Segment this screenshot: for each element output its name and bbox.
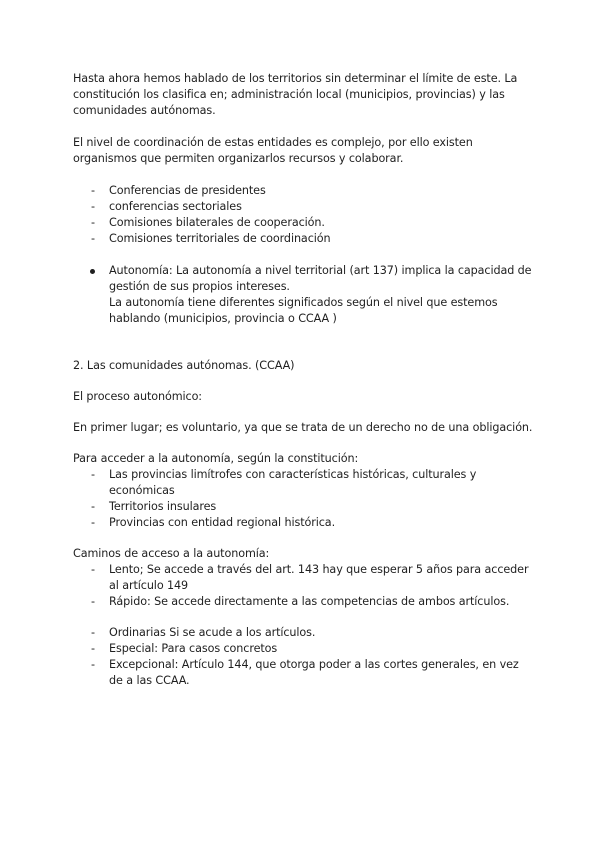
list-item: - Comisiones territoriales de coordinación bbox=[73, 231, 533, 247]
list-item: - Especial: Para casos concretos bbox=[73, 641, 533, 657]
section-heading: 2. Las comunidades autónomas. (CCAA) bbox=[73, 359, 295, 372]
document-body bbox=[73, 71, 533, 689]
proceso-label: El proceso autonómico: bbox=[73, 390, 202, 403]
list-item: - Excepcional: Artículo 144, que otorga poder a las cortes generales, en vez de a las CCAA. bbox=[73, 657, 533, 689]
list-item: - Territorios insulares bbox=[73, 499, 533, 515]
autonomia-list bbox=[73, 263, 533, 327]
list-item: - Ordinarias Si se acude a los artículos. bbox=[73, 625, 533, 641]
autonomia-item bbox=[73, 263, 533, 327]
list-item: - Lento; Se accede a través del art. 143 hay que esperar 5 años para acceder al artículo 149 bbox=[73, 562, 533, 594]
intro-paragraph-1: Hasta ahora hemos hablado de los territorios sin determinar el límite de este. La constitución los clasifica en; administración local (municipios, provincias) y las comunidades autónomas. bbox=[73, 72, 518, 117]
caminos-intro: Caminos de acceso a la autonomía: bbox=[73, 547, 270, 560]
autonomia-meanings: La autonomía tiene diferentes significados según el nivel que estemos hablando (municipios, provincia o CCAA ) bbox=[109, 296, 498, 325]
list-item: - Las provincias limítrofes con características históricas, culturales y económicas bbox=[73, 467, 533, 499]
list-item: - Rápido: Se accede directamente a las competencias de ambos artículos. bbox=[73, 594, 533, 610]
tipos-list bbox=[73, 625, 533, 689]
list-item: - conferencias sectoriales bbox=[73, 199, 533, 215]
bullet-icon bbox=[90, 269, 95, 274]
list-item: - Conferencias de presidentes bbox=[73, 183, 533, 199]
acceder-list bbox=[73, 467, 533, 531]
primer-lugar-paragraph: En primer lugar; es voluntario, ya que se trata de un derecho no de una obligación. bbox=[73, 421, 533, 434]
acceder-intro: Para acceder a la autonomía, según la constitución: bbox=[73, 452, 359, 465]
caminos-list bbox=[73, 562, 533, 610]
intro-paragraph-2: El nivel de coordinación de estas entidades es complejo, por ello existen organismos que permiten organizarlos recursos y colaborar. bbox=[73, 136, 473, 165]
list-item: - Provincias con entidad regional histórica. bbox=[73, 515, 533, 531]
organismos-list bbox=[73, 183, 533, 247]
autonomia-definition: Autonomía: La autonomía a nivel territorial (art 137) implica la capacidad de gestión de sus propios intereses. bbox=[109, 264, 532, 293]
list-item: - Comisiones bilaterales de cooperación. bbox=[73, 215, 533, 231]
